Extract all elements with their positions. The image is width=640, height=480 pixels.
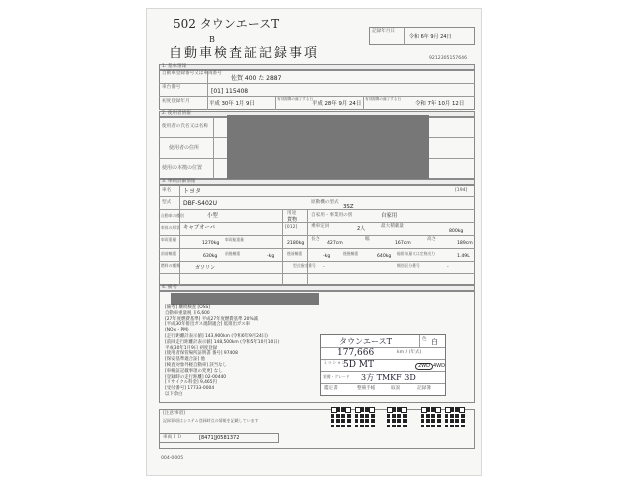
- class: -: [447, 265, 449, 270]
- fmodel: -: [323, 265, 325, 270]
- body: キャブオーバ: [183, 225, 216, 231]
- sticker-model-name: タウンエースT: [339, 337, 392, 346]
- rf-axle-label: 後前軸重: [287, 251, 303, 256]
- sticker-doc-2: 整備手帳: [357, 386, 376, 391]
- redacted-notes-header: [171, 293, 319, 305]
- sticker-mission-label: ミッション: [323, 361, 346, 366]
- first-reg-label: 初度登録年月: [162, 99, 190, 104]
- use-label: 用途: [287, 211, 297, 216]
- body-code: [012]: [285, 225, 298, 230]
- section-basic: 1. 基本情報: [162, 64, 187, 69]
- sticker-color-label: 色: [422, 337, 427, 342]
- length: 427cm: [327, 241, 343, 246]
- sticker-doc-3: 取説: [391, 386, 401, 391]
- gross-weight: 2180kg: [287, 241, 305, 246]
- fmodel-label: 型式指定番号: [293, 263, 316, 268]
- expiry-label: 有効期間の満了する日: [365, 97, 401, 101]
- reg-number: 佐賀 400 た 2887: [231, 75, 282, 82]
- qr-code-5: [445, 407, 465, 427]
- kind-label: 自動車の種別: [161, 213, 184, 218]
- bottom-notes-label: [注意事項]: [163, 411, 185, 416]
- max-load: 800kg: [449, 229, 464, 234]
- sticker-grade-label: 装備・グレード: [323, 374, 350, 379]
- edate-label: 有効期間の満了する日: [277, 97, 313, 101]
- sticker-drive-4wd: 4WD: [433, 363, 445, 369]
- width-label: 幅: [365, 237, 370, 242]
- gross-label: 車両総重量: [225, 237, 244, 242]
- fr-axle-label: 前後軸重: [225, 251, 241, 256]
- sticker-doc-4: 記録簿: [417, 386, 431, 391]
- notes-line: [使用者保管場所証明書 番号] 97408: [165, 351, 238, 357]
- rr-axle: 640kg: [377, 254, 392, 259]
- notes-line: (NOx・PM): [165, 328, 189, 334]
- notes-line: [検査対象外軽自動車] 該当なし: [165, 363, 227, 368]
- kind: 小型: [207, 213, 218, 219]
- handwritten-note: 502 タウンエースT: [173, 17, 280, 31]
- fr-axle: -kg: [267, 254, 275, 259]
- maker-code: [194]: [455, 188, 468, 193]
- vin-label: 車台番号: [162, 85, 181, 90]
- ff-axle-label: 前前軸重: [161, 251, 177, 256]
- fuel: ガソリン: [195, 265, 216, 271]
- vehicle-type: DBF-S402U: [183, 200, 218, 207]
- purpose: 自家用: [381, 213, 398, 219]
- notes-line: [登録時の走行距離] 02-00440: [165, 374, 227, 380]
- height: 189cm: [457, 241, 473, 246]
- notes-line: [保安基準適合証] 他: [165, 357, 205, 363]
- sticker-color: 白: [431, 338, 438, 346]
- expiry-date: 令和 7年 10月 12日: [415, 101, 465, 107]
- capacity-label: 乗車定員: [311, 224, 330, 229]
- notes-line: [27年度燃費基準] 平成27年度燃費基準 20%減: [165, 316, 259, 322]
- width: 167cm: [395, 241, 411, 246]
- rr-axle-label: 後後軸重: [343, 251, 359, 256]
- weight-label: 車両重量: [161, 237, 177, 242]
- notes-line: [車検証記載事項の変更] なし: [165, 368, 223, 374]
- notes-line: [リサイクル料金] 9,465円: [165, 380, 217, 386]
- notes-line: 自動車重量税 ￥6,600: [165, 310, 210, 316]
- first-reg-date: 平成 30年 1月 9日: [209, 101, 255, 107]
- vehicle-id-label: 車両ＩＤ: [163, 435, 182, 440]
- qr-code-2: [355, 407, 375, 427]
- section-notes: 4. 備考: [162, 285, 178, 290]
- height-label: 高さ: [427, 237, 437, 242]
- maker-label: 車名: [162, 188, 172, 193]
- section-user: 2. 使用者情報: [162, 111, 191, 116]
- bottom-notes-text: 記録事項はシステム登録時点の情報を記載しています: [163, 418, 259, 423]
- notes-line: 平成30年1月9日 初度登録: [165, 345, 218, 351]
- issue-date-label: 記録年月日: [372, 29, 395, 34]
- maker: トヨタ: [183, 188, 202, 195]
- load-label: 最大積載量: [381, 224, 404, 229]
- rf-axle: -kg: [323, 254, 331, 259]
- user-name-label: 使用者の氏名又は名称: [162, 124, 208, 129]
- qr-code-4: [421, 407, 441, 427]
- notes-line: [平成30年排出ガス規制適合] 低排出ガス車: [165, 322, 251, 328]
- edate-value: 平成 28年 9月 24日: [312, 101, 362, 107]
- displacement: 1.49L: [457, 254, 470, 259]
- dealer-sticker: [320, 334, 446, 396]
- sticker-mileage: 177,666: [337, 348, 375, 358]
- ff-axle: 630kg: [203, 254, 218, 259]
- notes-line: [走行距離計表示値] 143,900km (令和6年9月24日): [165, 334, 268, 339]
- type-label: 型式: [162, 200, 172, 205]
- sticker-mission: 5D MT: [343, 360, 375, 370]
- engine-type: 3SZ: [343, 204, 354, 210]
- vehicle-id: [8471]J0581372: [199, 435, 240, 441]
- sticker-mileage-unit: km / (年式): [397, 350, 422, 355]
- body-label: 車体の形状: [161, 225, 180, 230]
- use: 貨物: [287, 217, 298, 223]
- issue-date: 令和 6年 9月 24日: [409, 34, 452, 40]
- user-address-label: 使用者の住所: [169, 145, 200, 151]
- sticker-drive-2wd: 2WD: [415, 363, 433, 370]
- user-base-label: 使用の本拠の位置: [162, 165, 203, 171]
- section-vehicle: 3. 車両詳細情報: [162, 179, 196, 184]
- vehicle-weight: 1270kg: [202, 241, 220, 246]
- qr-code-1: [331, 407, 351, 427]
- notes-line: [備考] 継続検査 [OSS]: [165, 305, 211, 310]
- purpose-label: 自家用・事業用の別: [311, 213, 353, 218]
- redacted-user-info: [227, 115, 429, 179]
- notes-line: 以下余白: [165, 392, 183, 397]
- class-label: 類別区分番号: [397, 263, 420, 268]
- capacity: 2人: [357, 226, 366, 232]
- sticker-grade: 3方 TMKF 3D: [361, 373, 416, 382]
- document-title: 自動車検査証記録事項: [169, 46, 320, 61]
- displacement-label: 総排気量又は定格出力: [397, 251, 435, 256]
- reg-number-label: 自動車登録番号又は車両番号: [162, 71, 222, 76]
- fuel-label: 燃料の種類: [161, 263, 180, 268]
- handwritten-mark: B: [209, 35, 215, 44]
- model-number: [01] 115408: [211, 88, 249, 95]
- notes-line: [受付番号] 17733-0004: [165, 386, 215, 392]
- qr-code-3: [387, 407, 407, 427]
- engine-label: 原動機の型式: [311, 200, 339, 205]
- sticker-doc-1: 鑑定書: [324, 386, 338, 391]
- inspection-certificate: [146, 8, 482, 476]
- document-number: 9212305157646: [429, 56, 467, 61]
- footer-code: 004-0005: [161, 456, 184, 461]
- notes-line: [前回走行距離計表示値] 148,500km (令和5年10月10日): [165, 339, 280, 345]
- length-label: 長さ: [311, 237, 321, 242]
